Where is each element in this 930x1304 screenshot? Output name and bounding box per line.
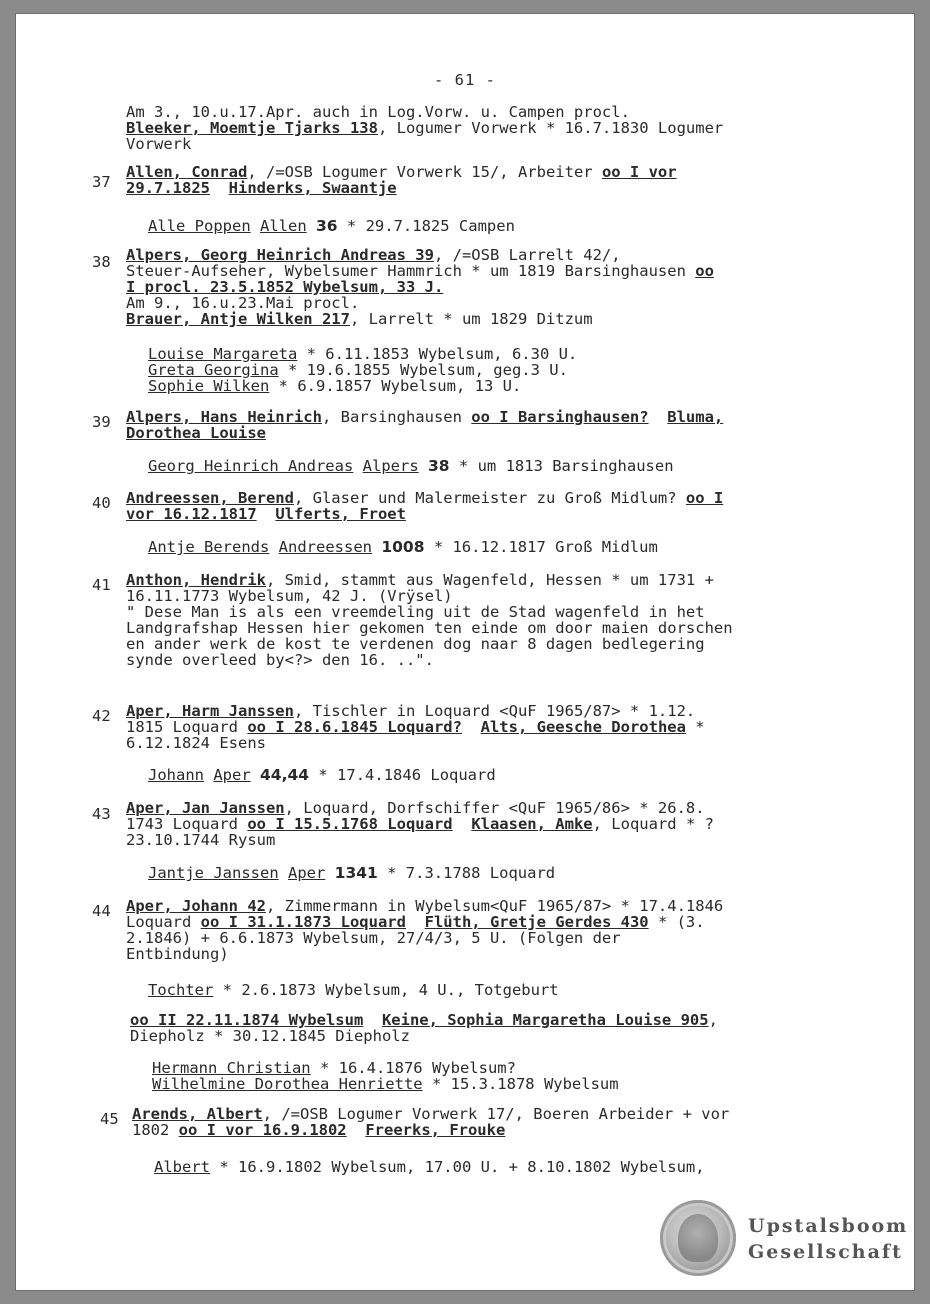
marriage-date: I procl. 23.5.1852 Wybelsum, 33 J.	[126, 278, 444, 296]
marriage: oo I 28.6.1845 Loquard?	[247, 718, 462, 736]
child-name: Wilhelmine Dorothea Henriette	[152, 1075, 423, 1093]
entry-number: 40	[92, 494, 111, 512]
child-ref: 36	[316, 217, 338, 235]
child-name: Louise Margareta	[148, 345, 298, 363]
child-name: Sophie Wilken	[148, 377, 270, 395]
spouse-name: Bluma,	[667, 408, 724, 426]
person-details: 1815 Loquard	[126, 718, 248, 736]
society-name-line2: Gesellschaft	[748, 1241, 903, 1263]
person-details: 16.11.1773 Wybelsum, 42 J. (Vrÿsel)	[126, 587, 453, 605]
spouse-name: Dorothea Louise	[126, 424, 266, 442]
spouse-name: Ulferts, Froet	[275, 505, 406, 523]
spouse-details: ,	[708, 1011, 718, 1029]
marriage: oo	[695, 262, 714, 280]
person-name: Aper, Harm Janssen	[126, 702, 294, 720]
person-details: , Glaser und Malermeister zu Groß Midlum?	[293, 489, 686, 507]
person-name: Anthon, Hendrik	[126, 571, 266, 589]
entry-42	[126, 703, 856, 751]
spouse-name: Hinderks, Swaantje	[228, 179, 397, 197]
marriage: oo I 15.5.1768 Loquard	[247, 815, 453, 833]
entry-44	[126, 898, 856, 962]
quote-line: Landgrafshap Hessen hier gekomen ten einde om door maien dorschen	[126, 619, 733, 637]
spouse-details: 6.12.1824 Esens	[126, 734, 266, 752]
child-name: Tochter	[148, 981, 214, 999]
person-details: Steuer-Aufseher, Wybelsumer Hammrich * um 1819 Barsinghausen	[126, 262, 696, 280]
children-list	[148, 346, 848, 394]
child-name: Hermann Christian	[152, 1059, 311, 1077]
person-details: , Tischler in Loquard <QuF 1965/87> * 1.12.	[293, 702, 696, 720]
spouse-details: *	[685, 718, 705, 736]
spouse-name: Bleeker, Moemtje Tjarks 138	[126, 119, 378, 137]
child-details: * 6.9.1857 Wybelsum, 13 U.	[269, 377, 522, 395]
person-name: Arends, Albert	[132, 1105, 263, 1123]
child-ref: 44,44	[260, 766, 310, 784]
child-line	[148, 458, 848, 474]
marriage: oo I 31.1.1873 Loquard	[200, 913, 406, 931]
children-list	[152, 1060, 852, 1092]
continuation-block	[126, 104, 856, 152]
spouse-name: Brauer, Antje Wilken 217	[126, 310, 350, 328]
marriage-date: vor 16.12.1817	[126, 505, 257, 523]
marriage: oo I vor	[601, 163, 677, 181]
child-details: * 19.6.1855 Wybelsum, geg.3 U.	[278, 361, 568, 379]
child-surname: Allen	[260, 217, 307, 235]
child-name: Johann	[148, 766, 204, 784]
child-surname: Alpers	[362, 457, 419, 475]
child-details: * 16.4.1876 Wybelsum?	[310, 1059, 516, 1077]
entry-number: 37	[92, 173, 111, 191]
entry-number: 41	[92, 576, 111, 594]
entry-38	[126, 247, 856, 327]
entry-number: 43	[92, 805, 111, 823]
spouse-name: Flüth, Gretje Gerdes 430	[424, 913, 649, 931]
child-details: * 16.12.1817 Groß Midlum	[424, 538, 658, 556]
entry-number: 45	[100, 1110, 119, 1128]
child-details: * 16.9.1802 Wybelsum, 17.00 U. + 8.10.1802 Wybelsum,	[210, 1158, 705, 1176]
person-name: Alpers, Hans Heinrich	[126, 408, 322, 426]
child-line	[148, 865, 848, 881]
spouse-details: , Larrelt * um 1829 Ditzum	[349, 310, 593, 328]
person-name: Aper, Johann 42	[126, 897, 266, 915]
marriage-date: 29.7.1825	[126, 179, 210, 197]
society-seal-icon	[660, 1200, 736, 1276]
person-name: Allen, Conrad	[126, 163, 248, 181]
entry-41	[126, 572, 856, 668]
procl-line: Am 9., 16.u.23.Mai procl.	[126, 294, 360, 312]
spouse-details: Entbindung)	[126, 945, 229, 963]
spouse-name: Alts, Geesche Dorothea	[480, 718, 686, 736]
marriage: oo II 22.11.1874 Wybelsum	[130, 1011, 364, 1029]
child-details: * 6.11.1853 Wybelsum, 6.30 U.	[297, 345, 578, 363]
entry-number: 44	[92, 902, 111, 920]
child-name: Albert	[154, 1158, 210, 1176]
marriage: oo I	[685, 489, 724, 507]
person-details: , Loquard, Dorfschiffer <QuF 1965/86> * 26.8.	[284, 799, 705, 817]
spouse-details: , Loquard * ?	[592, 815, 714, 833]
child-name: Alle Poppen	[148, 217, 251, 235]
child-details: * 15.3.1878 Wybelsum	[422, 1075, 619, 1093]
document-page	[16, 14, 914, 1290]
person-details: , /=OSB Logumer Vorwerk 15/, Arbeiter	[247, 163, 602, 181]
continuation-line: Vorwerk	[126, 135, 192, 153]
person-details: Loquard	[126, 913, 201, 931]
entry-number: 42	[92, 707, 111, 725]
spouse-details: , Logumer Vorwerk * 16.7.1830 Logumer	[377, 119, 724, 137]
person-details: , Smid, stammt aus Wagenfeld, Hessen * um 1731 +	[265, 571, 714, 589]
quote-line: synde overleed by<?> den 16. ..".	[126, 651, 434, 669]
spouse-name: Keine, Sophia Margaretha Louise 905	[381, 1011, 709, 1029]
child-details: * 7.3.1788 Loquard	[377, 864, 556, 882]
child-name: Antje Berends	[148, 538, 270, 556]
child-ref: 1008	[381, 538, 425, 556]
spouse-details: * (3.	[648, 913, 705, 931]
entry-number: 38	[92, 253, 111, 271]
child-details: * um 1813 Barsinghausen	[449, 457, 674, 475]
entry-43	[126, 800, 856, 848]
person-details: , Barsinghausen	[321, 408, 472, 426]
child-details: * 17.4.1846 Loquard	[309, 766, 496, 784]
child-line	[148, 767, 848, 783]
entry-37	[126, 164, 856, 196]
spouse-details: 23.10.1744 Rysum	[126, 831, 276, 849]
person-details: , /=OSB Logumer Vorwerk 17/, Boeren Arbeider + vor	[262, 1105, 730, 1123]
entry-45	[132, 1106, 862, 1138]
entry-39	[126, 409, 856, 441]
child-details: * 29.7.1825 Campen	[337, 217, 515, 235]
person-details: , /=OSB Larrelt 42/,	[433, 246, 621, 264]
person-name: Alpers, Georg Heinrich Andreas 39	[126, 246, 434, 264]
second-marriage	[130, 1012, 860, 1044]
child-line	[148, 539, 848, 555]
society-name-line1: Upstalsboom	[748, 1215, 909, 1237]
quote-line: " Dese Man is als een vreemdeling uit de Stad wagenfeld in het	[126, 603, 705, 621]
child-name: Greta Georgina	[148, 361, 279, 379]
spouse-details: Diepholz * 30.12.1845 Diepholz	[130, 1027, 410, 1045]
child-surname: Andreessen	[278, 538, 372, 556]
child-line	[154, 1159, 854, 1175]
child-ref: 1341	[334, 864, 378, 882]
child-details: * 2.6.1873 Wybelsum, 4 U., Totgeburt	[213, 981, 559, 999]
continuation-spouse-line	[126, 120, 856, 136]
spouse-details: 2.1846) + 6.6.1873 Wybelsum, 27/4/3, 5 U. (Folgen der	[126, 929, 621, 947]
child-line	[148, 982, 848, 998]
person-name: Andreessen, Berend	[126, 489, 294, 507]
person-name: Aper, Jan Janssen	[126, 799, 285, 817]
spouse-name: Klaasen, Amke	[471, 815, 593, 833]
marriage: oo I vor 16.9.1802	[178, 1121, 347, 1139]
spouse-name: Freerks, Frouke	[365, 1121, 506, 1139]
child-name: Georg Heinrich Andreas	[148, 457, 354, 475]
page-number: - 61 -	[434, 71, 496, 89]
child-ref: 38	[428, 457, 450, 475]
child-name: Jantje Janssen	[148, 864, 279, 882]
person-details: , Zimmermann in Wybelsum<QuF 1965/87> * 17.4.1846	[265, 897, 724, 915]
child-surname: Aper	[213, 766, 251, 784]
person-details: 1802	[132, 1121, 179, 1139]
person-details: 1743 Loquard	[126, 815, 248, 833]
entry-number: 39	[92, 413, 111, 431]
child-line	[148, 218, 848, 234]
entry-40	[126, 490, 856, 522]
quote-line: en ander werk de kost te verdenen dog naar 8 dagen bedlegering	[126, 635, 705, 653]
continuation-line: Am 3., 10.u.17.Apr. auch in Log.Vorw. u. Campen procl.	[126, 103, 630, 121]
marriage: oo I Barsinghausen?	[471, 408, 649, 426]
child-surname: Aper	[288, 864, 326, 882]
